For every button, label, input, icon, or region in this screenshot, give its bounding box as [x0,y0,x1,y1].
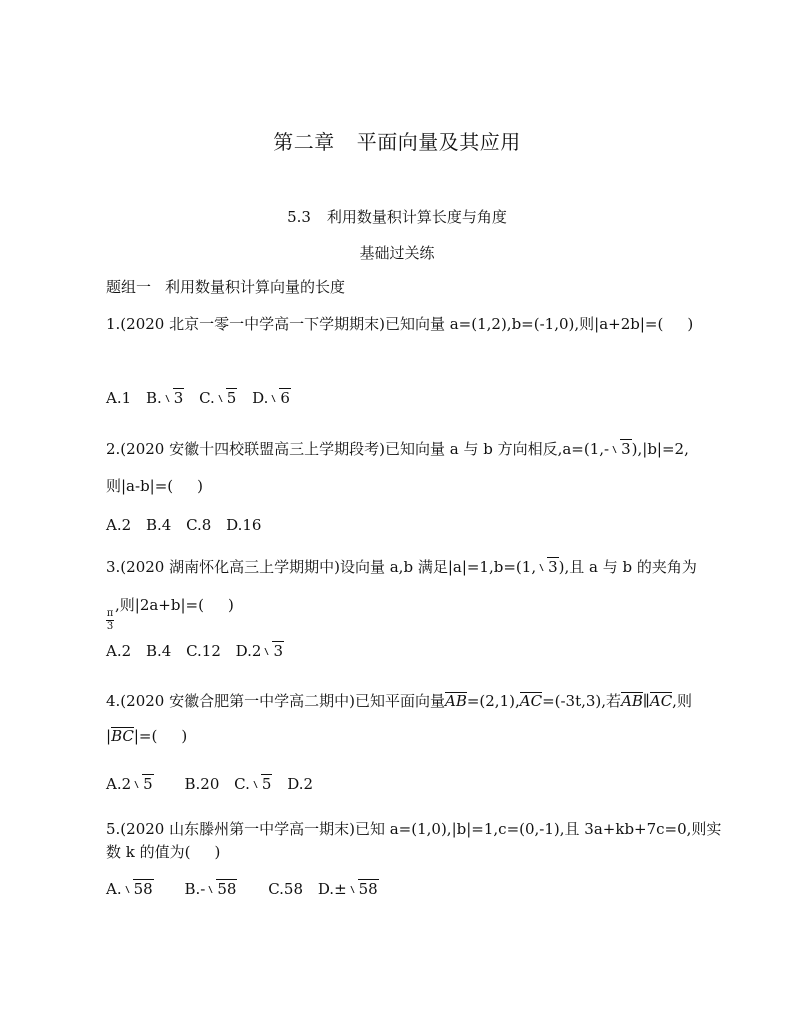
question-2-options [106,516,271,534]
option-c: C.12 [186,642,221,660]
vector-ac: AC [649,692,673,710]
question-5-source: 5.(2020 山东滕州第一中学高一期末) [106,820,355,838]
section-name: 利用数量积计算长度与角度 [326,208,507,226]
question-5-options [106,880,389,898]
option-d: D.2 [287,775,314,793]
option-b: B.20 [184,775,220,793]
sqrt-symbol: 58 [123,880,154,898]
option-c: C.8 [186,516,212,534]
option-d: D. 6 [252,389,290,407]
option-a: A.2 5 [106,775,153,793]
question-2-line-2: 则|a-b|=( ) [106,477,204,495]
vector-ab: AB [444,692,467,710]
vector-ab: AB [621,692,643,710]
question-3-options [106,642,294,660]
question-4-options [106,775,323,793]
option-c: C. 5 [234,775,272,793]
question-2: 2.(2020 安徽十四校联盟高三上学期段考)已知向量 a 与 b 方向相反,a=(1,- 3),|b|=2, [106,440,689,458]
option-b: B.4 [145,642,172,660]
subheading: 基础过关练 [359,244,435,262]
option-b: B.- 58 [184,880,237,898]
option-a: A.2 [106,516,132,534]
question-group-title [106,276,345,297]
option-b: B.4 [145,516,172,534]
question-5: 5.(2020 山东滕州第一中学高一期末)已知 a=(1,0),|b|=1,c=(0,-1),且 3a+kb+7c=0,则实 [106,820,722,838]
chapter-title [0,126,794,155]
question-4-line-2: |BC|=( ) [106,727,188,745]
question-4-source: 4.(2020 安徽合肥第一中学高二期中) [106,692,355,710]
sqrt-symbol: 3 [262,642,284,660]
question-2-source: 2.(2020 安徽十四校联盟高三上学期段考) [106,440,385,458]
option-d: D.16 [226,516,262,534]
question-3: 3.(2020 湖南怀化高三上学期期中)设向量 a,b 满足|a|=1,b=(1, 3),且 a 与 b 的夹角为 [106,558,697,576]
question-1-text: 已知向量 a=(1,2),b=(-1,0),则|a+2b|=( [384,315,664,333]
question-1-options [106,389,301,407]
question-1 [106,313,693,334]
option-a: A. 58 [106,880,153,898]
section-title [0,206,794,227]
sqrt-symbol: 3 [537,558,559,576]
question-1-source: 1.(2020 北京一零一中学高一下学期期末) [106,315,385,333]
sqrt-symbol: 58 [348,880,379,898]
option-a: A.2 [106,642,132,660]
option-c: C. 5 [199,389,237,407]
sqrt-symbol: 5 [251,775,273,793]
option-b: B. 3 [145,389,184,407]
sqrt-symbol: 6 [269,389,291,407]
sqrt-symbol: 5 [132,775,154,793]
question-5-line-2: 数 k 的值为( ) [106,843,221,861]
vector-bc: BC [111,727,134,745]
section-number: 5.3 [287,208,311,226]
sqrt-symbol: 3 [610,440,632,458]
question-3-line-2: $\frac{\pi}{3}$ ,则|2a+b|=( ) [106,596,234,632]
option-c: C.58 [268,880,304,898]
vector-ac: AC [519,692,543,710]
sqrt-symbol: 58 [206,880,237,898]
option-d: D.2 3 [235,642,284,660]
parallel-symbol: ∥ [642,692,650,710]
option-a: A.1 [106,389,132,407]
option-d: D.± 58 [317,880,378,898]
sqrt-symbol: 5 [216,389,238,407]
fraction-pi-over-3: $\frac{\pi}{3}$ [106,608,114,632]
question-1-close: ) [687,315,694,333]
sqrt-symbol: 3 [163,389,185,407]
group-label: 题组一 [106,278,152,296]
chapter-number: 第二章 [273,130,335,154]
question-4: 4.(2020 安徽合肥第一中学高二期中)已知平面向量AB=(2,1),AC=(-3t,3),若AB∥AC,则 [106,692,692,710]
chapter-name: 平面向量及其应用 [356,130,521,154]
question-3-source: 3.(2020 湖南怀化高三上学期期中) [106,558,340,576]
group-name: 利用数量积计算向量的长度 [165,278,346,296]
